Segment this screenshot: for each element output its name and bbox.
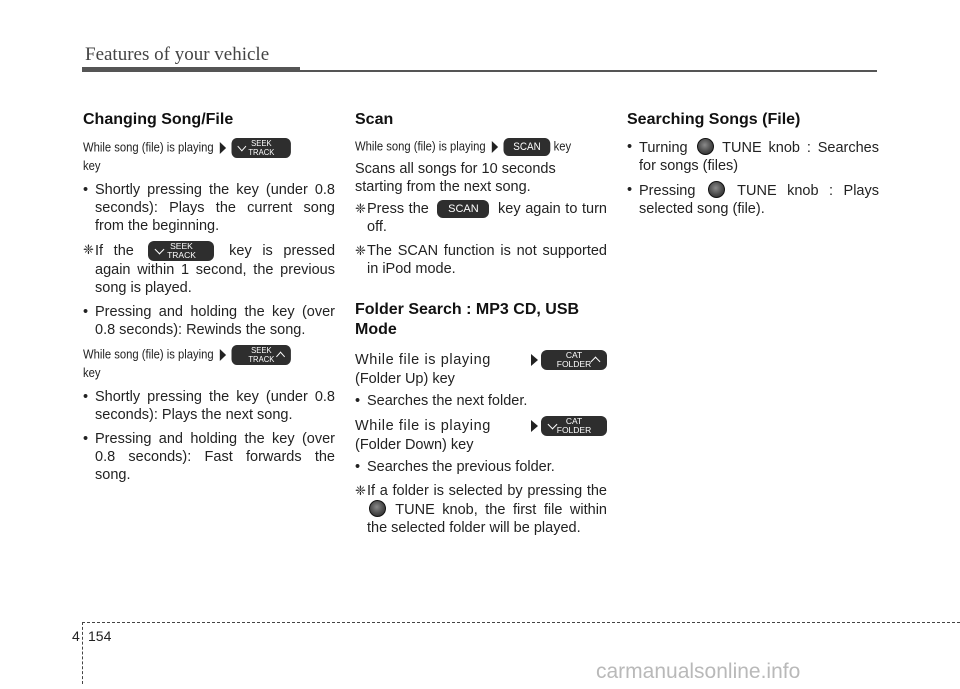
- intro-seek-up: [83, 345, 335, 365]
- note-text-pre: If the: [95, 242, 134, 259]
- scan-key: SCAN: [437, 200, 489, 218]
- play-arrow-icon: [220, 349, 226, 361]
- play-arrow-icon: [220, 142, 226, 154]
- intro-seek-down: [83, 138, 335, 158]
- key-label-bottom: TRACK: [167, 250, 196, 260]
- while-file-text: While file is playing: [355, 352, 491, 369]
- key-label-bottom: TRACK: [248, 147, 275, 157]
- key-label-top: CAT: [565, 350, 583, 361]
- tune-knob-icon: [708, 181, 725, 198]
- note-marker: ❈: [355, 201, 366, 216]
- intro-scan: [355, 138, 612, 156]
- intro-text: While song (file) is playing: [83, 347, 214, 362]
- play-arrow-icon: [531, 420, 538, 432]
- key-label-bottom: TRACK: [248, 354, 275, 364]
- bullet-text-post: TUNE knob : Plays selected song (file).: [639, 183, 879, 217]
- note-marker: ❈: [355, 243, 366, 259]
- intro-key-word: key: [83, 159, 101, 173]
- note-marker: ❈: [83, 242, 94, 257]
- bullet-marker: •: [355, 393, 361, 410]
- note-item: [355, 242, 607, 278]
- note-item: [355, 200, 607, 236]
- key-label-top: SEEK: [251, 345, 272, 355]
- scan-description: Scans all songs for 10 seconds starting from the next song.: [355, 161, 556, 195]
- key-label-top: SEEK: [170, 241, 193, 251]
- tune-knob-icon: [697, 138, 714, 155]
- bullet-text: Searches the next folder.: [367, 393, 528, 410]
- intro-text: While song (file) is playing: [83, 140, 214, 155]
- bullet-marker: •: [83, 304, 89, 320]
- section-heading-scan: Scan: [355, 111, 394, 128]
- chevron-down-icon: [238, 142, 247, 152]
- note-text-post: key again to turn off.: [367, 201, 607, 236]
- bullet-item: [355, 458, 607, 476]
- bullet-text: Shortly pressing the key (under 0.8 seconds): Plays the next song.: [95, 389, 335, 423]
- note-marker: ❈: [355, 483, 366, 499]
- tune-knob-icon: [369, 500, 386, 517]
- bullet-text: Shortly pressing the key (under 0.8 seconds): Plays the current song from the beginning.: [95, 182, 335, 234]
- key-label-bottom: FOLDER: [556, 359, 592, 370]
- key-label-top: SEEK: [251, 138, 272, 148]
- bullet-item: [627, 138, 879, 175]
- folder-up-line: [355, 350, 607, 370]
- section-heading-changing-song: Changing Song/File: [83, 111, 234, 128]
- bullet-item: [355, 392, 607, 410]
- chevron-up-icon: [591, 357, 601, 367]
- play-arrow-icon: [492, 141, 498, 153]
- bullet-item: [83, 303, 335, 339]
- bullet-text-pre: Pressing: [639, 183, 696, 199]
- intro-key-word: key: [83, 366, 101, 380]
- cat-folder-down-key: [541, 416, 607, 436]
- header-rule-thin: [300, 70, 877, 72]
- chapter-number: 4: [72, 628, 80, 644]
- folder-down-key-label: (Folder Down) key: [355, 437, 474, 454]
- footer-vertical-rule: [82, 622, 83, 684]
- seek-track-down-key: [232, 138, 291, 158]
- bullet-marker: •: [355, 459, 361, 476]
- bullet-item: [83, 181, 335, 235]
- page-header-title: Features of your vehicle: [85, 44, 270, 65]
- column-changing-song: [83, 110, 335, 490]
- bullet-marker: •: [627, 182, 633, 198]
- bullet-text: Pressing and holding the key (over 0.8 seconds): Fast forwards the song.: [95, 431, 335, 483]
- intro-text: While song (file) is playing: [355, 139, 486, 154]
- folder-up-key-group: [528, 350, 607, 370]
- folder-down-line: [355, 416, 607, 436]
- note-text: The SCAN function is not supported in iPod mode.: [367, 243, 607, 278]
- bullet-item: [83, 388, 335, 424]
- section-heading-folder-search: Folder Search : MP3 CD, USB Mode: [355, 301, 580, 339]
- bullet-marker: •: [83, 431, 89, 447]
- bullet-text: Pressing and holding the key (over 0.8 seconds): Rewinds the song.: [95, 304, 335, 338]
- bullet-text-pre: Turning: [639, 140, 688, 156]
- bullet-marker: •: [83, 389, 89, 405]
- column-scan: [355, 110, 607, 543]
- bullet-marker: •: [83, 182, 89, 198]
- header-rule-thick: [82, 67, 300, 72]
- bullet-text: Searches the previous folder.: [367, 459, 555, 476]
- column-searching-songs: [627, 110, 879, 224]
- page-number: 154: [88, 628, 112, 644]
- key-label-bottom: FOLDER: [556, 425, 592, 436]
- note-text-post: key is pressed again within 1 second, the previous song is played.: [95, 242, 336, 296]
- play-arrow-icon: [531, 354, 538, 366]
- note-text-post: TUNE knob, the first file within the selected folder will be played.: [367, 502, 607, 537]
- bullet-marker: •: [627, 139, 633, 155]
- watermark-text: carmanualsonline.info: [596, 660, 801, 683]
- note-text-pre: If a folder is selected by pressing the: [367, 483, 607, 500]
- bullet-item: [83, 430, 335, 484]
- bullet-item: [627, 181, 879, 218]
- while-file-text: While file is playing: [355, 418, 491, 435]
- folder-up-key-label: (Folder Up) key: [355, 371, 455, 388]
- key-label-top: CAT: [565, 416, 583, 427]
- bullet-text-post: TUNE knob : Searches for songs (files): [639, 140, 879, 174]
- seek-track-up-key: [232, 345, 291, 365]
- scan-key: SCAN: [504, 138, 551, 156]
- seek-track-down-key: [148, 241, 214, 261]
- folder-down-key-group: [528, 416, 607, 436]
- note-text-pre: Press the: [367, 201, 429, 217]
- note-item: [83, 241, 335, 297]
- footer-rule: [82, 622, 960, 623]
- note-item: [355, 482, 607, 537]
- cat-folder-up-key: [541, 350, 607, 370]
- section-heading-searching-songs: Searching Songs (File): [627, 111, 801, 128]
- intro-key-word: key: [553, 139, 572, 154]
- chevron-down-icon: [155, 245, 165, 255]
- chevron-up-icon: [276, 352, 285, 362]
